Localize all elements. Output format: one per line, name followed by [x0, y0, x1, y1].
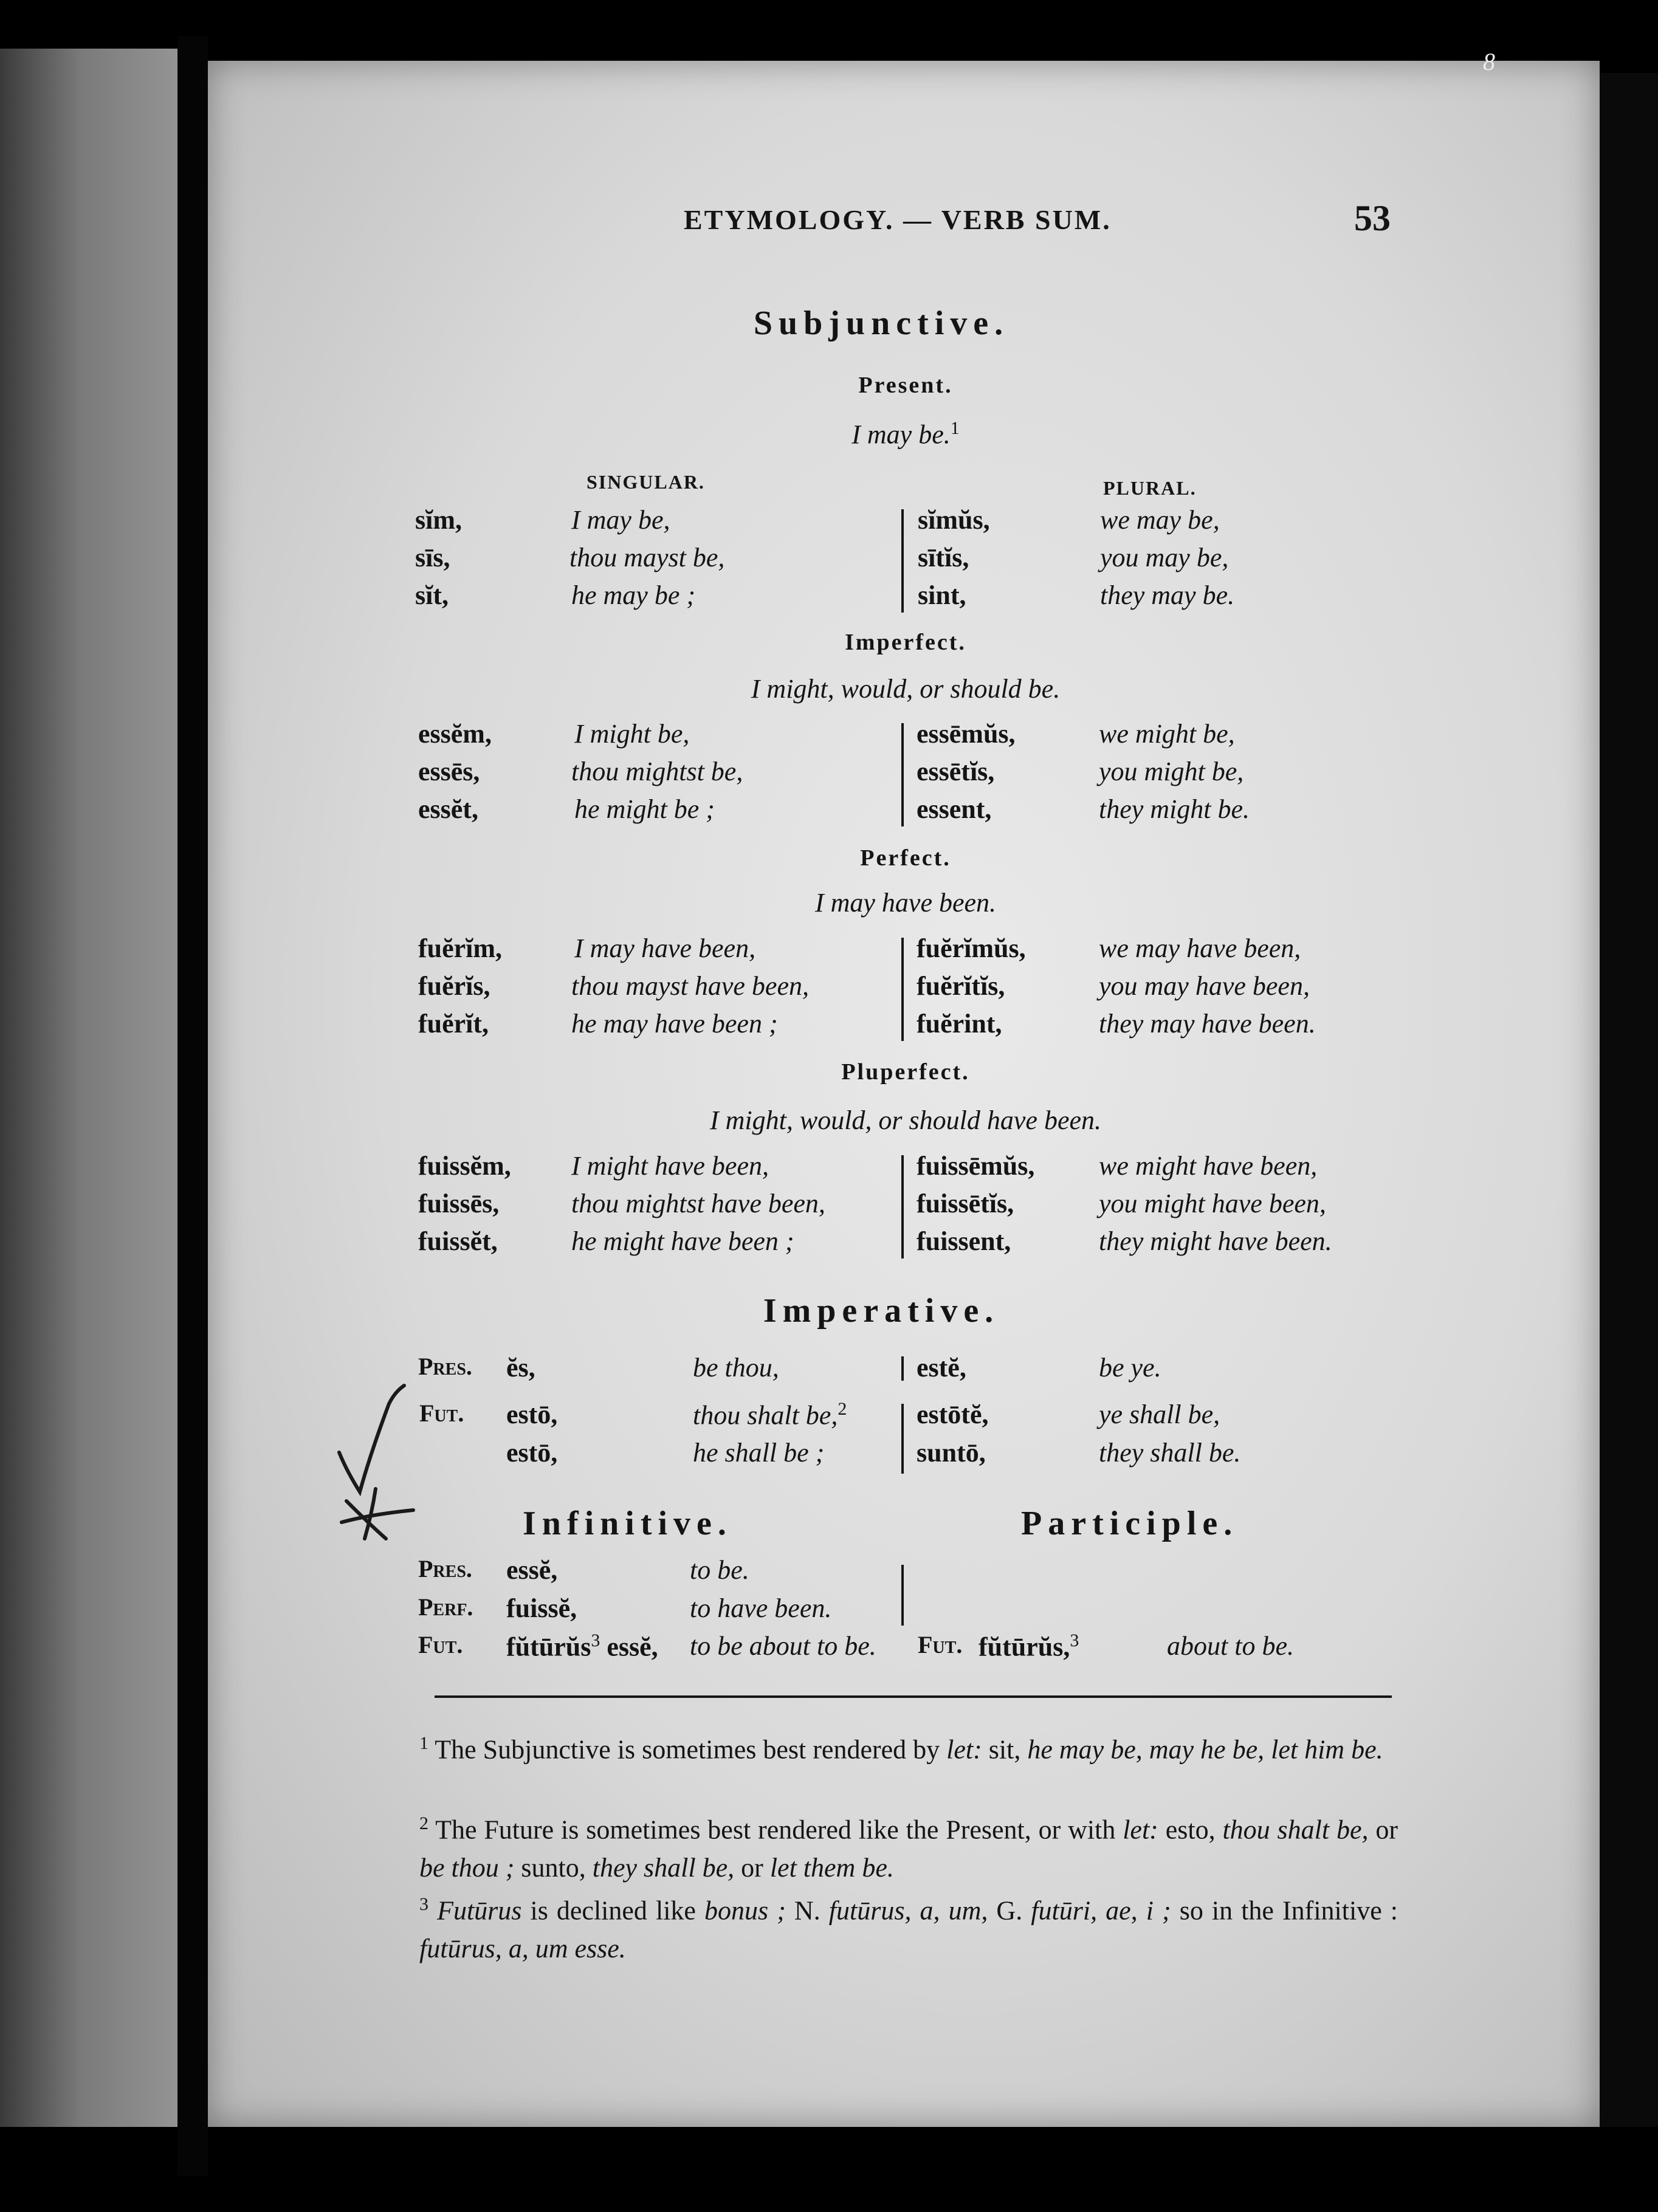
english-form: thou mightst be,: [571, 757, 743, 786]
footnote-2: $^2$ The Future is sometimes best rendered like the Present, or with let: esto, thou shalt be, or be thou ; sunto, they shall be, or let them be.: [419, 1813, 1398, 1883]
english-form: thou mayst have been,: [571, 971, 809, 1001]
column-divider: [901, 1565, 904, 1626]
latin-form: estō,: [506, 1438, 558, 1468]
plural-heading: PLURAL.: [1103, 477, 1197, 499]
latin-form: essent,: [917, 794, 992, 824]
imperative-row-3: [0, 1437, 1658, 1474]
english-form: to have been.: [690, 1593, 832, 1623]
footnote-number: 3: [419, 1894, 428, 1914]
corner-mark: 8: [1483, 48, 1495, 75]
tense-label: Perf.: [418, 1593, 473, 1621]
english-form: you might have been,: [1099, 1189, 1326, 1218]
english-form: you may have been,: [1099, 971, 1310, 1001]
infinitive-row-3: [0, 1630, 1658, 1667]
column-divider: [901, 938, 904, 1041]
pluperfect-translation: I might, would, or should have been.: [709, 1105, 1102, 1135]
english-form: we might have been,: [1099, 1151, 1318, 1181]
english-form: he may be ;: [571, 580, 696, 610]
english-form: they might have been.: [1099, 1226, 1332, 1256]
infinitive-row-1: [0, 1554, 1658, 1591]
running-title: ETYMOLOGY. — VERB SUM.: [684, 204, 1112, 235]
english-form: be thou,: [693, 1353, 779, 1382]
latin-form: fuissĕm,: [418, 1151, 511, 1181]
latin-form: fuissēs,: [418, 1189, 500, 1218]
latin-form: sīs,: [415, 543, 450, 572]
latin-form: estĕ,: [917, 1353, 966, 1382]
english-form: you may be,: [1100, 543, 1229, 572]
footnote-number: 1: [419, 1733, 428, 1753]
singular-heading: SINGULAR.: [586, 471, 705, 493]
present-heading: Present.: [858, 373, 953, 398]
latin-form: ĕs,: [506, 1353, 535, 1382]
pluperfect-row-1: [0, 1150, 1658, 1187]
english-form: I may be,: [571, 505, 670, 535]
handwritten-check-mark: [328, 1379, 425, 1544]
english-form: we might be,: [1099, 719, 1235, 749]
latin-form: fuĕrĭm,: [418, 933, 503, 963]
latin-form: fuissĕt,: [418, 1226, 498, 1256]
tense-label: Pres.: [418, 1353, 472, 1380]
present-row-2: [0, 542, 1658, 579]
latin-form: essĕt,: [418, 794, 478, 824]
english-form: they shall be.: [1099, 1438, 1241, 1468]
participle-title: Participle.: [1021, 1505, 1239, 1542]
latin-form: sĭt,: [415, 580, 449, 610]
english-form: you might be,: [1099, 757, 1244, 786]
perfect-translation: I may have been.: [814, 888, 997, 918]
footnote-ref-3: 3: [1070, 1630, 1079, 1650]
tense-label: Fut.: [419, 1400, 464, 1427]
english-form: I might have been,: [571, 1151, 769, 1181]
column-divider: [901, 1356, 904, 1381]
english-form: thou mightst have been,: [571, 1189, 825, 1218]
latin-form: fuĕrint,: [917, 1009, 1002, 1039]
english-form: we may have been,: [1099, 933, 1301, 963]
english-form: I might be,: [574, 719, 690, 749]
perfect-heading: Perfect.: [860, 845, 951, 871]
latin-form: sint,: [918, 580, 966, 610]
column-divider: [901, 723, 904, 826]
page-edge-shadow: [1600, 73, 1658, 2127]
imperfect-row-1: [0, 718, 1658, 755]
imperfect-heading: Imperfect.: [845, 630, 966, 655]
english-form: thou mayst be,: [569, 543, 725, 572]
pluperfect-row-2: [0, 1188, 1658, 1224]
english-form: thou shalt be,$^2$: [693, 1399, 847, 1431]
facing-page-edge: [0, 49, 201, 2127]
perfect-row-3: [0, 1008, 1658, 1045]
imperative-row-1: [0, 1352, 1658, 1389]
latin-form: fuissēmŭs,: [917, 1151, 1035, 1181]
english-form: he may have been ;: [571, 1009, 778, 1039]
page-number: 53: [1354, 198, 1391, 238]
footnote-number: 2: [419, 1813, 428, 1833]
present-row-3: [0, 580, 1658, 616]
imperfect-translation: I might, would, or should be.: [751, 674, 1061, 704]
english-form: I may have been,: [574, 933, 756, 963]
latin-form: suntō,: [917, 1438, 986, 1468]
footnote-3: $^3$ Futūrus is declined like bonus ; N. futūrus, a, um, G. futūri, ae, i ; so in the Infinitive : futūrus, a, um esse.: [419, 1894, 1398, 1963]
footnote-ref-3: 3: [591, 1630, 600, 1650]
latin-form: essĕm,: [418, 719, 492, 749]
latin-form: fuissent,: [917, 1226, 1011, 1256]
imperfect-row-2: [0, 756, 1658, 792]
english-form: about to be.: [1167, 1631, 1294, 1661]
english-form: they might be.: [1099, 794, 1250, 824]
latin-form: fuĕrĭmŭs,: [917, 933, 1026, 963]
english-form: ye shall be,: [1099, 1400, 1220, 1429]
latin-form: fuissētĭs,: [917, 1189, 1014, 1218]
latin-form: fuĕrĭtĭs,: [917, 971, 1005, 1001]
english-form: they may have been.: [1099, 1009, 1316, 1039]
imperative-title: Imperative.: [763, 1292, 1000, 1330]
latin-form: essēmŭs,: [917, 719, 1016, 749]
footnote-1: $^1$ The Subjunctive is sometimes best rendered by let: sit, he may be, may he be, let him be.: [419, 1733, 1383, 1765]
latin-form: fŭtūrŭs$^3$ essĕ,: [506, 1630, 658, 1662]
present-row-1: [0, 504, 1658, 541]
latin-form: fuĕrĭs,: [418, 971, 490, 1001]
imperative-row-2: [0, 1399, 1658, 1435]
tense-label: Fut.: [418, 1631, 463, 1658]
latin-form: essĕ,: [506, 1555, 558, 1585]
english-form: we may be,: [1100, 505, 1220, 535]
perfect-row-2: [0, 970, 1658, 1007]
pluperfect-row-3: [0, 1226, 1658, 1262]
latin-form: sĭm,: [415, 505, 462, 535]
present-translation: I may be.$^1$: [851, 418, 960, 450]
infinitive-row-2: [0, 1593, 1658, 1629]
latin-form: fuissĕ,: [506, 1593, 577, 1623]
english-form: he shall be ;: [693, 1438, 825, 1468]
imperfect-row-3: [0, 794, 1658, 830]
english-form: he might have been ;: [571, 1226, 794, 1256]
tense-label: Fut.: [918, 1631, 963, 1658]
latin-form: sĭmŭs,: [918, 505, 990, 535]
english-form: to be about to be.: [690, 1631, 876, 1661]
latin-form: fŭtūrŭs,$^3$: [979, 1630, 1079, 1662]
latin-form: sītĭs,: [918, 543, 969, 572]
tense-label: Pres.: [418, 1555, 472, 1582]
footnote-rule: [435, 1695, 1392, 1698]
footnote-ref-1: 1: [950, 418, 960, 438]
english-form: be ye.: [1099, 1353, 1161, 1382]
column-divider: [901, 1404, 904, 1474]
english-form: he might be ;: [574, 794, 715, 824]
column-divider: [901, 509, 904, 613]
infinitive-title: Infinitive.: [523, 1505, 732, 1542]
perfect-row-1: [0, 933, 1658, 969]
pluperfect-heading: Pluperfect.: [841, 1059, 970, 1085]
latin-form: estō,: [506, 1400, 558, 1429]
latin-form: essēs,: [418, 757, 480, 786]
latin-form: fuĕrĭt,: [418, 1009, 489, 1039]
english-form: to be.: [690, 1555, 749, 1585]
latin-form: estōtĕ,: [917, 1400, 989, 1429]
latin-form: essētĭs,: [917, 757, 995, 786]
subjunctive-title: Subjunctive.: [753, 304, 1010, 342]
footnote-ref-2: 2: [838, 1399, 847, 1419]
english-form: they may be.: [1100, 580, 1235, 610]
book-spine: [177, 36, 208, 2176]
column-divider: [901, 1155, 904, 1259]
